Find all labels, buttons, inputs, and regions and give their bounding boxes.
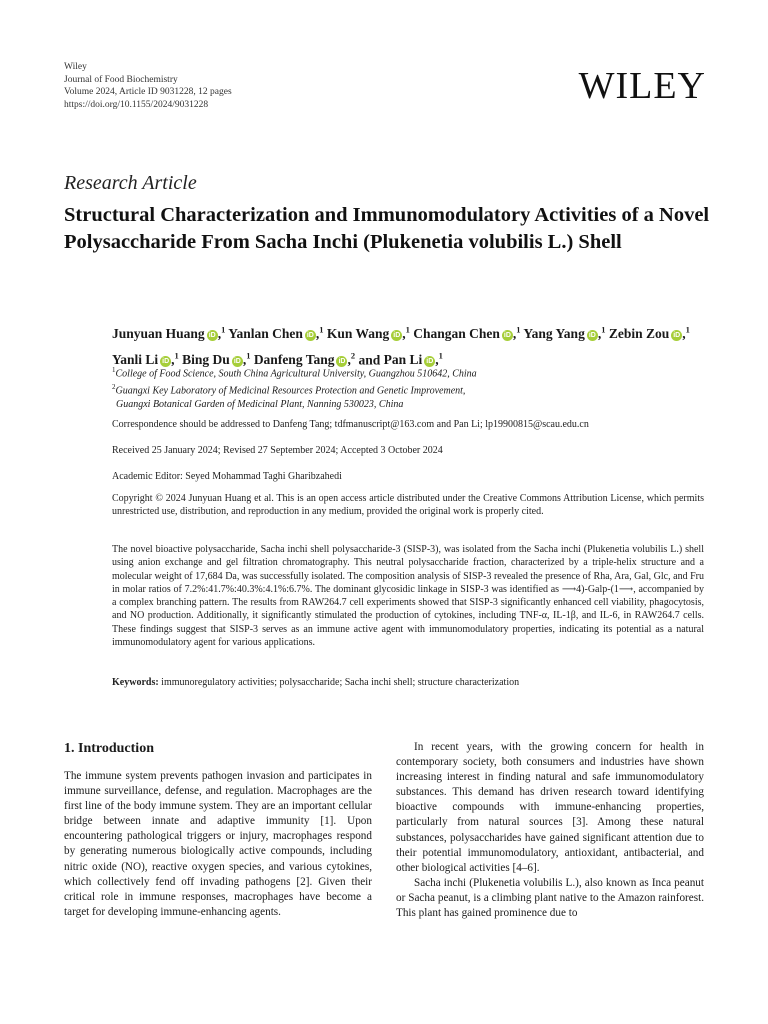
affiliation-marker: 1 (246, 350, 251, 361)
column-left (64, 769, 372, 920)
orcid-icon[interactable]: iD (503, 331, 511, 339)
paragraph: Sacha inchi (Plukenetia volubilis L.), also known as Inca peanut or Sacha peanut, is a climbing plant native to the Amazon rainforest. This plant has gained prominence due to (396, 876, 704, 920)
academic-editor: Academic Editor: Seyed Mohammad Taghi Gharibzahedi (112, 471, 342, 482)
section-heading: 1. Introduction (64, 741, 154, 756)
affiliation-marker: 1 (438, 350, 443, 361)
paragraph: In recent years, with the growing concern for health in contemporary society, both consumers and industries have shown increasing interest in finding natural and safe immunomodulatory substances. This demand has driven research toward identifying bioactive compounds with immune-enhancing properties, particularly from natural sources [3]. Among these natural substances, polysaccharides have gained significant attention due to their potential immunomodulatory, antioxidant, antibacterial, and other biological activities [4–6]. (396, 741, 704, 874)
author-name-text: Yang Yang (523, 325, 585, 341)
author-name-text: Pan Li (383, 352, 423, 367)
affiliation-marker: 2 (350, 350, 356, 361)
keywords-text: immunoregulatory activities; polysaccharide; Sacha inchi shell; structure characterization (158, 677, 520, 688)
author-name[interactable]: Yanli Li iD ,$^1$ (112, 350, 179, 367)
affiliation-marker: 1 (174, 350, 179, 361)
author-name-text: Yanlan Chen (228, 325, 303, 341)
author-name-text: Kun Wang (326, 325, 390, 341)
abstract: The novel bioactive polysaccharide, Sacha inchi shell polysaccharide-3 (SISP-3), was isolated from the Sacha inchi (Plukenetia volubilis L.) shell using anion exchange and gel filtration chromatography. This neutral polysaccharide fraction, characterized by a triple-helix structure and a molecular weight of 17,684 Da, was successfully isolated. The composition analysis of SISP-3 revealed the presence of Rha, Ara, Gal, Glc, and Fru in molar ratios of 7.2%:41.7%:40.3%:4.1%:6.7%. The dominant glycosidic linkage in SISP-3 was identified as ⟶4)-Galp-(1⟶, accompanied by a complex branching pattern. The results from RAW264.7 cell experiments showed that SISP-3 significantly enhanced cell viability, phagocytosis, and NO production. Additionally, it significantly stimulated the production of cytokines, including TNF-α, IL-1β, and IL-6, in RAW264.7 cells. These findings suggest that SISP-3 serves as an immune active agent with immunomodulatory properties, indicating its potential as a natural immunomodulatory agent for various applications. (112, 544, 704, 649)
affiliation-marker: 1 (319, 324, 324, 334)
author-name[interactable]: Changan Chen iD ,$^1$ (413, 324, 521, 341)
journal-meta (64, 61, 232, 111)
affiliation-number: 1 (112, 366, 116, 374)
received-dates: Received 25 January 2024; Revised 27 September 2024; Accepted 3 October 2024 (112, 445, 443, 456)
article-title: Structural Characterization and Immunomodulatory Activities of a Novel Polysaccharide From Sacha Inchi (Plukenetia volubilis L.) Shell (64, 204, 710, 253)
author-name-text: Changan Chen (413, 325, 500, 341)
affiliation-text: Guangxi Key Laboratory of Medicinal Resources Protection and Genetic Improvement, (115, 385, 466, 397)
article-type: Research Article (64, 172, 197, 194)
affiliation-2-line2 (112, 398, 672, 412)
orcid-icon[interactable]: iD (338, 358, 346, 365)
affiliation-1 (112, 364, 672, 381)
affiliations (112, 364, 672, 411)
author-name[interactable]: Kun Wang iD ,$^1$ (326, 324, 410, 341)
author-name-text: Bing Du (182, 352, 230, 367)
affiliation-marker: 1 (221, 324, 226, 334)
orcid-icon[interactable]: iD (393, 331, 401, 339)
correspondence: Correspondence should be addressed to Danfeng Tang; tdfmanuscript@163.com and Pan Li; lp19900815@scau.edu.cn (112, 419, 589, 430)
orcid-icon[interactable]: iD (162, 358, 170, 365)
affiliation-2 (112, 381, 672, 398)
copyright-notice: Copyright © 2024 Junyuan Huang et al. This is an open access article distributed under the Creative Commons Attribution License, which permits unrestricted use, distribution, and reproduction in any medium, provided the original work is properly cited. (112, 493, 704, 518)
author-name[interactable]: Danfeng Tang iD ,$^2$ (253, 350, 356, 367)
volume-line: Volume 2024, Article ID 9031228, 12 pages (64, 87, 232, 98)
orcid-icon[interactable]: iD (426, 358, 434, 365)
affiliation-marker: 1 (405, 324, 410, 334)
author-name[interactable]: Junyuan Huang iD ,$^1$ (112, 324, 226, 341)
orcid-icon[interactable]: iD (208, 331, 216, 339)
author-name[interactable]: Zebin Zou iD ,$^1$ (608, 324, 690, 341)
column-right (396, 740, 704, 921)
author-name[interactable]: Yang Yang iD ,$^1$ (523, 324, 606, 341)
affiliation-number: 2 (112, 382, 116, 391)
author-name[interactable]: Bing Du iD ,$^1$ (182, 350, 251, 367)
affiliation-text: College of Food Science, South China Agricultural University, Guangzhou 510642, China (115, 368, 477, 380)
affiliation-marker: 1 (516, 324, 521, 334)
orcid-icon[interactable]: iD (588, 331, 596, 339)
doi-link[interactable]: https://doi.org/10.1155/2024/9031228 (64, 99, 209, 110)
publisher-name: Wiley (64, 62, 87, 72)
author-name-text: Yanli Li (112, 352, 159, 367)
wiley-logo: WILEY (578, 65, 706, 107)
affiliation-marker: 1 (601, 324, 606, 334)
orcid-icon[interactable]: iD (673, 331, 681, 339)
author-name-text: Zebin Zou (608, 325, 670, 341)
paragraph: The immune system prevents pathogen invasion and participates in immune surveillance, defense, and regulation. Macrophages are the first line of the body immune system. They are an important cellular bridge between innate and adaptive immunity [1]. Upon encountering pathological triggers or injury, macrophages respond by generating numerous biologically active compounds, including nitric oxide (NO), reactive oxygen species, and various cytokines, which collectively fend off invading pathogens [2]. Given their critical role in immune responses, macrophages have become a target for developing immune-enhancing agents. (64, 770, 372, 918)
author-list: Junyuan Huang iD ,$^1$ Yanlan Chen iD ,$^1$ Kun Wang iD ,$^1$ Changan Chen iD ,$^1$ Yang Yang iD ,$^1$ Zebin Zou iD ,$^1$ Yanli Li iD ,$^1$ Bing Du iD ,$^1$ Danfeng Tang iD ,$^2$ and Pan Li iD ,$^1$ (112, 324, 690, 367)
affiliation-marker: 1 (685, 324, 690, 334)
author-name-text: Junyuan Huang (112, 325, 205, 341)
author-name-text: Danfeng Tang (253, 352, 335, 367)
affiliation-text: Guangxi Botanical Garden of Medicinal Plant, Nanning 530023, China (116, 398, 404, 410)
author-name[interactable]: Pan Li iD ,$^1$ (383, 350, 443, 367)
orcid-icon[interactable]: iD (233, 358, 241, 365)
orcid-icon[interactable]: iD (306, 331, 314, 339)
keywords-label: Keywords: (112, 677, 159, 688)
author-name[interactable]: Yanlan Chen iD ,$^1$ (228, 324, 324, 341)
journal-name: Journal of Food Biochemistry (64, 74, 178, 85)
keywords (112, 677, 519, 688)
